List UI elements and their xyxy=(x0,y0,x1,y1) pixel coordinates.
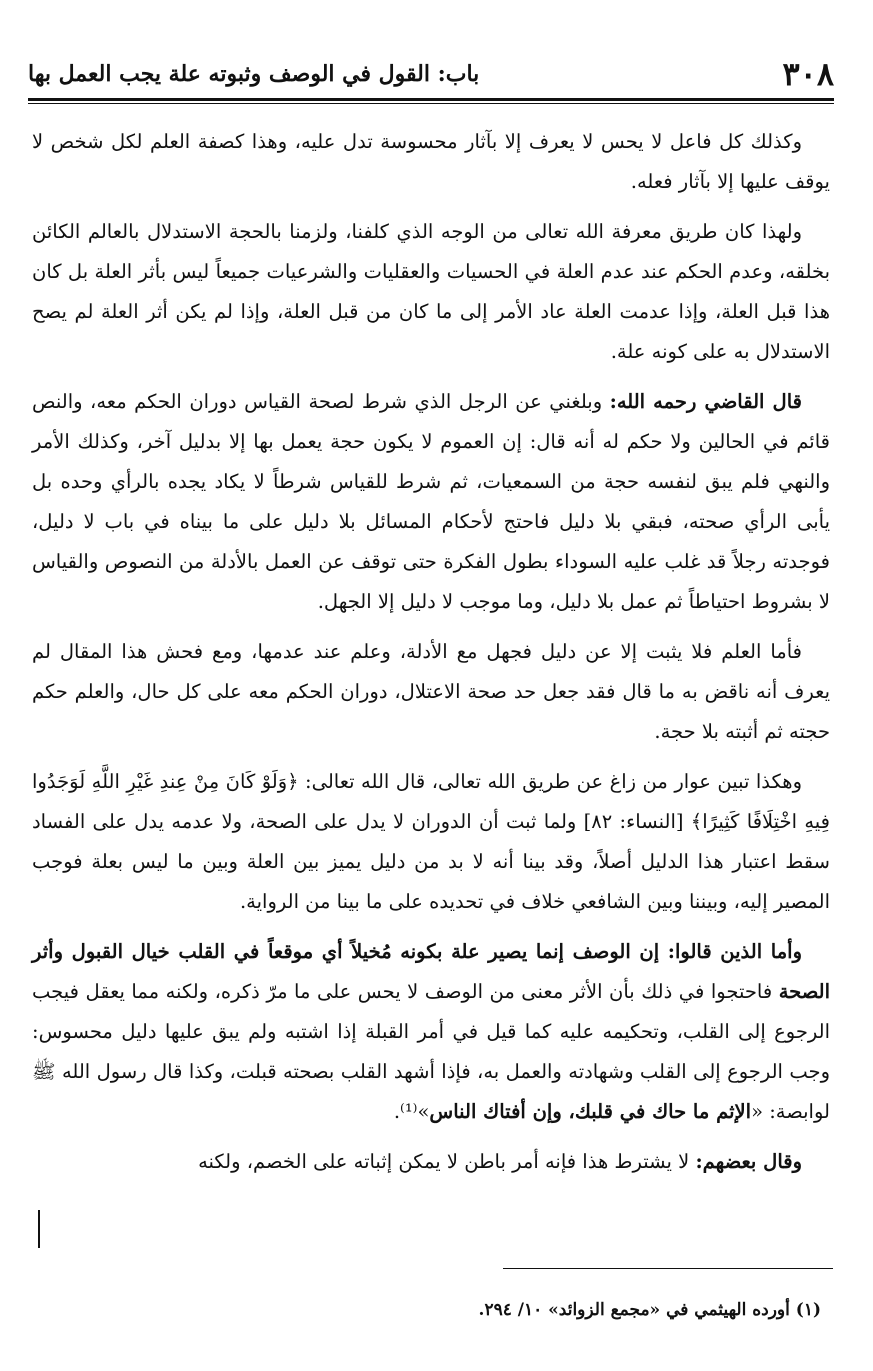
paragraph-lead: قال القاضي رحمه الله: xyxy=(609,390,802,413)
hadith-quote: الإثم ما حاك في قلبك، وإن أفتاك الناس xyxy=(429,1100,752,1123)
paragraph-lead: وقال بعضهم: xyxy=(695,1150,802,1173)
paragraph-text: فاحتجوا في ذلك بأن الأثر معنى من الوصف لا يحس على ما مرّ ذكره، ولكنه مما يعقل فيجب الرجوع إلى القلب، وتحكيمه عليه كما قيل في أمر القبلة إذا اشتبه ولم يبق عليها دليل محسوس: وجب الرجوع إلى القلب وشهادته والعمل به، فإذا أشهد القلب بصحته قبلت، وكذا قال رسول الله ﷺ لوابصة: « xyxy=(32,980,830,1123)
running-title: باب: القول في الوصف وثبوته علة يجب العمل بها xyxy=(28,61,480,87)
paragraph-text: وبلغني عن الرجل الذي شرط لصحة القياس دوران الحكم معه، والنص قائم في الحالين ولا حكم له أنه قال: إن العموم لا يكون حجة يعمل بها إلا بدليل آخر، وكذلك الأمر والنهي فلم يبق لنفسه حجة من السمعيات، ثم شرط للقياس شرطاً لا يكاد يجده بالرأي وحده بل يأبى الرأي صحته، فبقي بلا دليل فاحتج لأحكام المسائل بلا دليل على ما بيناه في باب لا دليل، فوجدته رجلاً قد غلب عليه السوداء بطول الفكرة حتى توقف عن العمل بالأدلة من النصوص والقياس لا بشروط احتياطاً ثم عمل بلا دليل، وما موجب لا دليل إلا الجهل. xyxy=(32,390,830,613)
paragraph-2 xyxy=(32,212,830,372)
paragraph-text: لا يشترط هذا فإنه أمر باطن لا يمكن إثباته على الخصم، ولكنه xyxy=(198,1150,696,1173)
page-number: ٣٠٨ xyxy=(782,55,834,93)
footnote-rule xyxy=(503,1268,833,1269)
paragraph-6 xyxy=(32,932,830,1132)
paragraph-text: فأما العلم فلا يثبت إلا عن دليل فجهل مع الأدلة، وعلم عند عدمها، ومع فحش هذا المقال لم يعرف أنه ناقض به ما قال فقد جعل حد صحة الاعتلال، دوران الحكم معه على كل حال، والعلم حكم حجته ثم أثبته بلا حجة. xyxy=(32,640,830,743)
margin-mark xyxy=(38,1210,40,1248)
paragraph-5 xyxy=(32,762,830,922)
paragraph-3 xyxy=(32,382,830,622)
paragraph-text: وهكذا تبين عوار من زاغ عن طريق الله تعالى، قال الله تعالى: ﴿وَلَوْ كَانَ مِنْ عِندِ غَيْرِ اللَّهِ لَوَجَدُوا فِيهِ اخْتِلَافًا كَثِيرًا﴾ [النساء: ٨٢] ولما ثبت أن الدوران لا يدل على الصحة، ولا عدمه يدل على الفساد سقط اعتبار هذا الدليل أصلاً، وقد بينا أنه لا بد من دليل يميز بين العلة وبين ما ليس بعلة فوجب المصير إليه، وبيننا وبين الشافعي خلاف في تحديده على ما بينا من الرواية. xyxy=(32,770,830,913)
paragraph-4 xyxy=(32,632,830,752)
paragraph-text: وكذلك كل فاعل لا يحس لا يعرف إلا بآثار محسوسة تدل عليه، وهذا كصفة العلم لكل شخص لا يوقف عليها إلا بآثار فعله. xyxy=(32,130,830,193)
paragraph-tail: »⁽¹⁾. xyxy=(393,1100,430,1123)
page-header xyxy=(28,52,834,96)
paragraph-1 xyxy=(32,122,830,202)
paragraph-7 xyxy=(32,1142,830,1182)
footnote: (١) أورده الهيثمي في «مجمع الزوائد» ١٠/ ٢٩٤. xyxy=(478,1300,821,1320)
paragraph-text: ولهذا كان طريق معرفة الله تعالى من الوجه الذي كلفنا، ولزمنا بالحجة الاستدلال بالعالم الكائن بخلقه، وعدم الحكم عند عدم العلة في الحسيات والعقليات والشرعيات جميعاً ليس بأثر العلة بل كان هذا قبل العلة، وإذا عدمت العلة عاد الأمر إلى ما كان من قبل العلة، وإذا لم يكن أثر العلة لم يصح الاستدلال به على كونه علة. xyxy=(32,220,830,363)
header-rule xyxy=(28,98,834,104)
main-text xyxy=(32,122,830,1192)
paragraph-lead: وأما الذين قالوا: إن الوصف إنما يصير علة بكونه مُخيلاً أي موقعاً في القلب خيال القبول وأثر الصحة xyxy=(32,940,830,1003)
